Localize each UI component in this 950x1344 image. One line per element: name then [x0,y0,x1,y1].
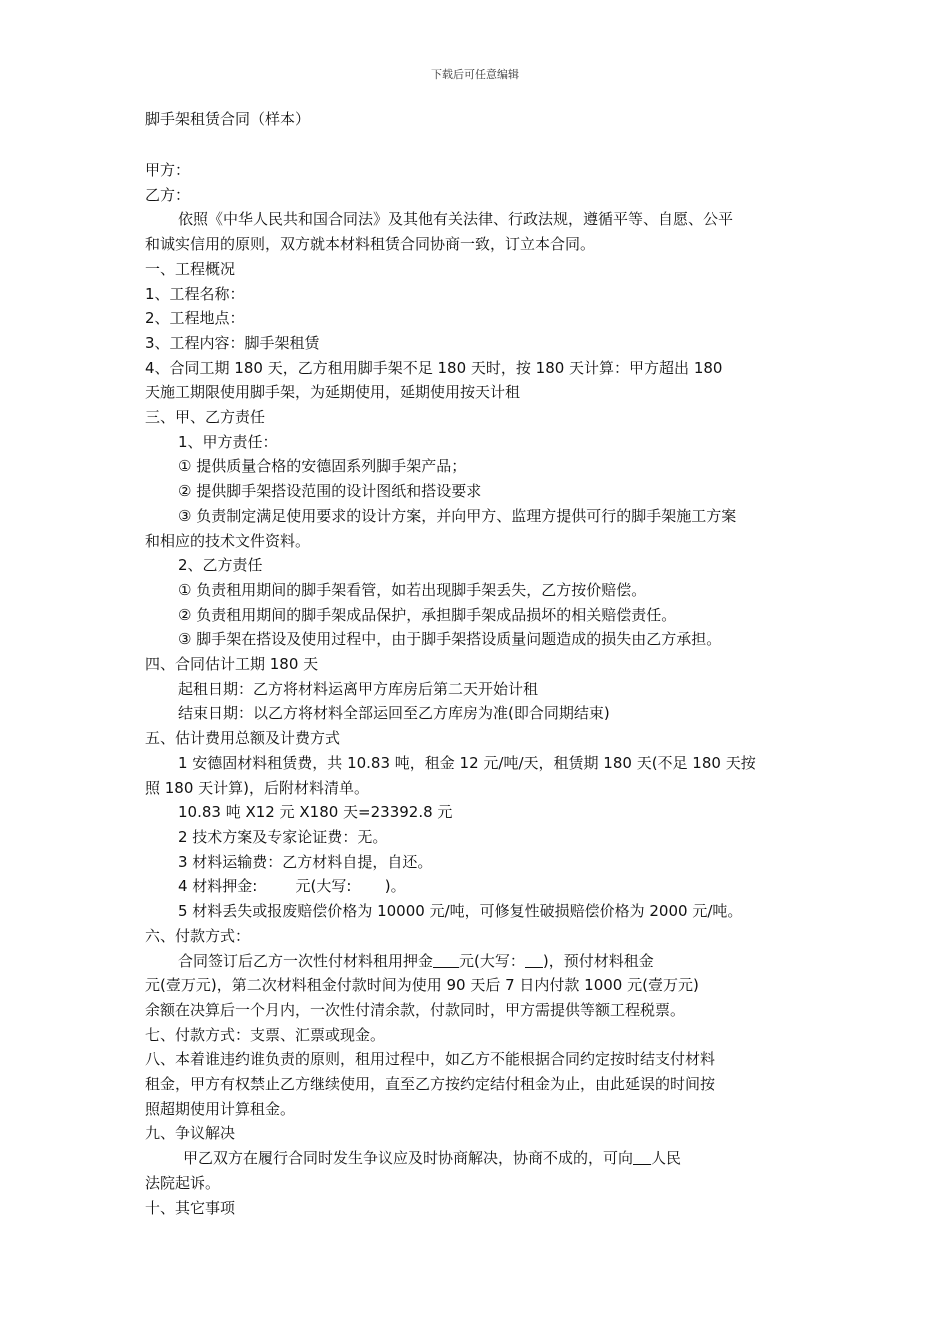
rental-end-date: 结束日期：以乙方将材料全部运回至乙方库房为准(即合同期结束) [178,704,610,723]
document-body [145,158,807,1220]
section-10-heading: 十、其它事项 [145,1198,236,1217]
party-a-duty-2: ② 提供脚手架搭设范围的设计图纸和搭设要求 [178,482,482,501]
preamble-line-1: 依照《中华人民共和国合同法》及其他有关法律、行政法规，遵循平等、自愿、公平 [178,210,734,229]
party-a-line: 甲方： [145,161,191,179]
party-a-duty-3-line-2: 和相应的技术文件资料。 [145,531,311,550]
section-1-item-4-line-2: 天施工期限使用脚手架，为延期使用，延期使用按天计租 [145,383,521,402]
payment-line-3: 余额在决算后一个月内，一次性付清余款，付款同时，甲方需提供等额工程税票。 [145,1000,686,1019]
fee-item-3: 3 材料运输费：乙方材料自提，自还。 [178,852,433,871]
dispute-line-1-post: 人民 [651,1149,682,1168]
party-b-duty-3: ③ 脚手架在搭设及使用过程中，由于脚手架搭设质量问题造成的损失由乙方承担。 [178,630,722,649]
party-a-duty-1: ① 提供质量合格的安德固系列脚手架产品； [178,457,467,476]
fee-item-2: 2 技术方案及专家论证费：无。 [178,827,388,846]
section-4-heading: 四、合同估计工期 180 天 [145,655,319,674]
section-8-line-1: 八、本着谁违约谁负责的原则，租用过程中，如乙方不能根据合同约定按时结支付材料 [145,1050,716,1069]
dispute-line-2: 法院起诉。 [145,1173,221,1192]
payment-line-2: 元(壹万元)，第二次材料租金付款时间为使用 90 天后 7 日内付款 1000 元(壹万元) [145,976,699,995]
rental-start-date: 起租日期：乙方将材料运离甲方库房后第二天开始计租 [178,679,539,698]
section-8-line-2: 租金，甲方有权禁止乙方继续使用，直至乙方按约定结付租金为止，由此延误的时间按 [145,1075,716,1094]
party-b-line: 乙方： [145,185,191,204]
section-1-item-1: 1、工程名称： [145,284,245,303]
section-8-line-3: 照超期使用计算租金。 [145,1099,296,1118]
payment-line-1-mid: 元(大写： [459,951,525,970]
section-5-heading: 五、估计费用总额及计费方式 [145,729,341,748]
payment-line-1-pre: 合同签订后乙方一次性付材料租用押金 [178,951,434,970]
section-6-heading: 六、付款方式： [145,926,251,945]
section-7-heading: 七、付款方式：支票、汇票或现金。 [145,1025,386,1044]
section-3-heading: 三、甲、乙方责任 [145,408,266,427]
dispute-line-1 [145,1146,807,1171]
fee-calculation: 10.83 吨 X12 元 X180 天=23392.8 元 [178,803,453,822]
document-title: 脚手架租赁合同（样本） [145,110,311,128]
court-name-blank [633,1148,651,1165]
page-header-note: 下载后可任意编辑 [431,68,519,81]
preamble-line-2: 和诚实信用的原则，双方就本材料租赁合同协商一致，订立本合同。 [145,235,596,254]
section-1-heading: 一、工程概况 [145,259,236,278]
dispute-line-1-pre: 甲乙双方在履行合同时发生争议应及时协商解决，协商不成的，可向 [183,1149,634,1168]
deposit-amount-blank [433,951,459,968]
party-b-duties-title: 2、乙方责任 [178,556,263,575]
fee-item-1-line-2: 照 180 天计算)，后附材料清单。 [145,778,370,797]
section-9-heading: 九、争议解决 [145,1124,236,1143]
section-1-item-3: 3、工程内容：脚手架租赁 [145,333,320,352]
fee-item-5: 5 材料丢失或报废赔偿价格为 10000 元/吨，可修复性破损赔偿价格为 2000 元/吨。 [178,902,743,921]
party-b-duty-2: ② 负责租用期间的脚手架成品保护，承担脚手架成品损坏的相关赔偿责任。 [178,605,677,624]
section-1-item-2: 2、工程地点： [145,309,245,328]
payment-line-1-post: )，预付材料租金 [542,951,654,970]
party-a-duty-3-line-1: ③ 负责制定满足使用要求的设计方案，并向甲方、监理方提供可行的脚手架施工方案 [178,506,737,525]
party-a-duties-title: 1、甲方责任： [178,432,278,451]
section-1-item-4-line-1: 4、合同工期 180 天，乙方租用脚手架不足 180 天时，按 180 天计算：甲方超出 180 [145,358,723,377]
payment-line-1 [145,949,807,974]
party-b-duty-1: ① 负责租用期间的脚手架看管，如若出现脚手架丢失，乙方按价赔偿。 [178,580,647,599]
deposit-words-blank [525,951,543,968]
fee-item-1-line-1: 1 安德固材料租赁费，共 10.83 吨，租金 12 元/吨/天，租赁期 180 天(不足 180 天按 [178,753,756,772]
fee-item-4: 4 材料押金: 元(大写: )。 [178,877,406,896]
